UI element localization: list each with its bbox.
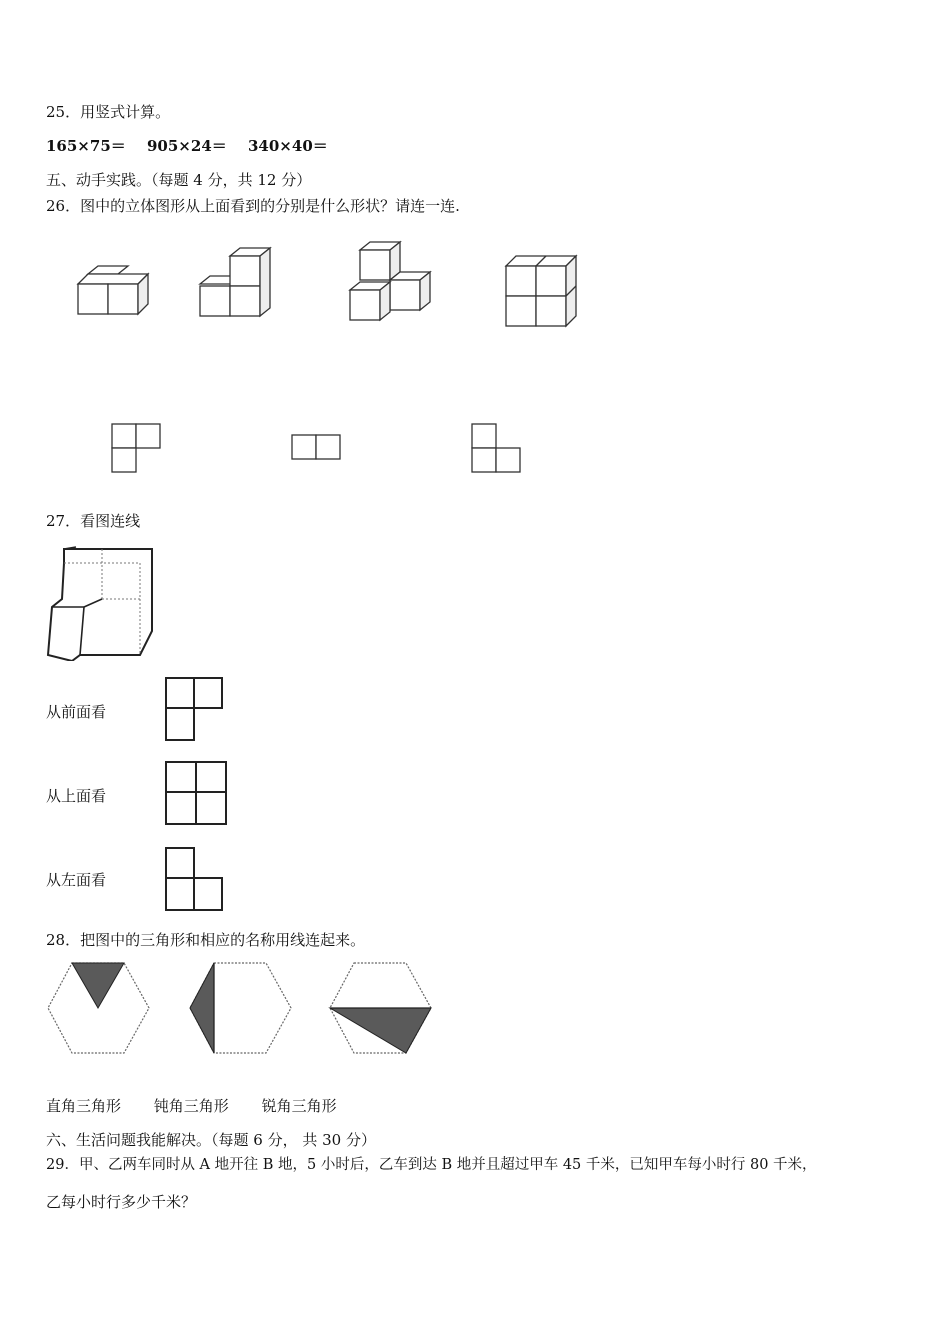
calc-item-3: 340×40＝	[248, 137, 328, 155]
q26-view-3	[470, 422, 526, 474]
q26-title: 26．图中的立体图形从上面看到的分别是什么形状？请连一连.	[46, 197, 460, 215]
section6-heading: 六、生活问题我能解决。（每题 6 分， 共 30 分）	[46, 1131, 376, 1149]
q25-title: 25．用竖式计算。	[46, 103, 171, 121]
calc-item-1: 165×75＝	[46, 137, 126, 155]
q27-view-label-front: 从前面看	[46, 703, 107, 721]
q28-hexagon-2	[188, 960, 294, 1056]
q27-view-shape-left	[162, 844, 228, 914]
q27-view-shape-top	[162, 758, 230, 828]
section5-heading: 五、动手实践。（每题 4 分，共 12 分）	[46, 171, 312, 189]
calc-item-2: 905×24＝	[147, 137, 227, 155]
q26-solid-3	[345, 236, 440, 326]
q28-triangle-names	[46, 1096, 365, 1116]
q26-solid-1	[70, 260, 160, 320]
q27-view-shape-front	[162, 674, 226, 744]
q28-hexagon-1	[46, 960, 152, 1056]
q29-text-line2: 乙每小时行多少千米？	[46, 1193, 197, 1211]
q28-title: 28．把图中的三角形和相应的名称用线连起来。	[46, 931, 366, 949]
q25-calculations	[46, 136, 344, 156]
q26-solid-2	[190, 242, 280, 322]
q29-text-line1: 29．甲、乙两车同时从 A 地开往 B 地，5 小时后，乙车到达 B 地并且超过甲车 45 千米，已知甲车每小时行 80 千米，	[46, 1157, 817, 1173]
q27-view-label-left: 从左面看	[46, 871, 107, 889]
triangle-name-right: 直角三角形	[46, 1097, 122, 1115]
q26-solid-4	[500, 252, 590, 332]
q27-solid-figure	[44, 543, 159, 661]
q27-title: 27．看图连线	[46, 512, 141, 530]
triangle-name-acute: 锐角三角形	[261, 1097, 337, 1115]
q28-hexagon-3	[328, 960, 434, 1056]
triangle-name-obtuse: 钝角三角形	[153, 1097, 229, 1115]
q26-view-2	[290, 433, 346, 463]
q27-view-label-top: 从上面看	[46, 787, 107, 805]
q26-view-1	[110, 422, 166, 474]
